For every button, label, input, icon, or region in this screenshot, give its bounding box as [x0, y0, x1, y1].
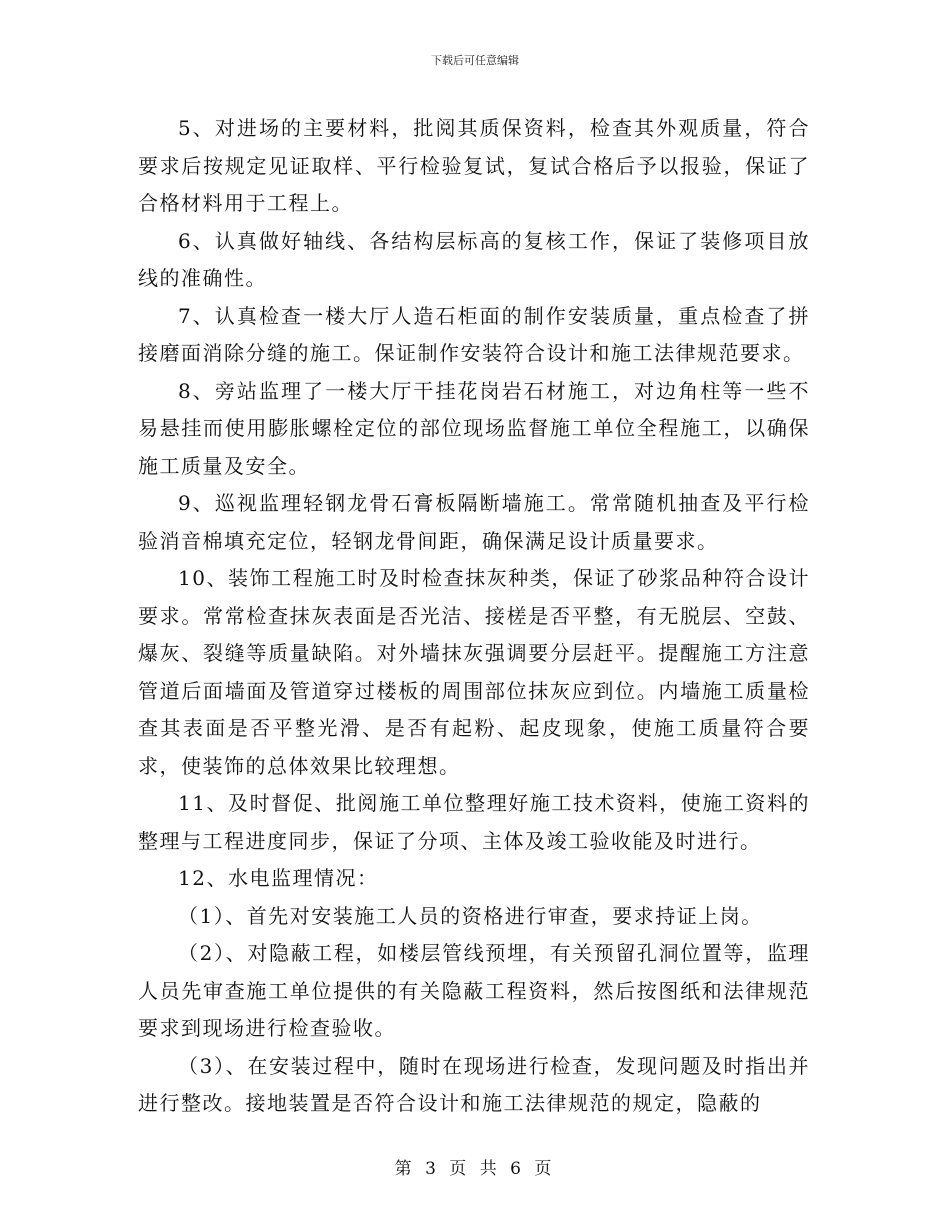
paragraph-item-12-heading: 12、水电监理情况： [178, 866, 379, 890]
paragraph-item-7: 7、认真检查一楼大厅人造石柜面的制作安装质量，重点检查了拼接磨面消除分缝的施工。保证制作安装符合设计和施工法律规范要求。 [138, 303, 810, 365]
paragraph-item-8: 8、旁站监理了一楼大厅干挂花岗岩石材施工，对边角柱等一些不易悬挂而使用膨胀螺栓定位的部位现场监督施工单位全程施工，以确保施工质量及安全。 [138, 378, 810, 478]
paragraph-subitem-3: （3）、在安装过程中，随时在现场进行检查，发现问题及时指出并进行整改。接地装置是否符合设计和施工法律规范的规定，隐蔽的 [138, 1053, 810, 1115]
page-number-footer: 第 3 页 共 6 页 [394, 1159, 556, 1179]
page-header: 下载后可任意编辑 [431, 54, 519, 67]
paragraph-subitem-2: （2）、对隐蔽工程，如楼层管线预埋，有关预留孔洞位置等，监理人员先审查施工单位提供的有关隐蔽工程资料，然后按图纸和法律规范要求到现场进行检查验收。 [138, 941, 810, 1040]
paragraph-item-11: 11、及时督促、批阅施工单位整理好施工技术资料，使施工资料的整理与工程进度同步，保证了分项、主体及竣工验收能及时进行。 [138, 791, 810, 853]
paragraph-subitem-1: （1）、首先对安装施工人员的资格进行审查，要求持证上岗。 [178, 903, 763, 928]
paragraph-item-5: 5、对进场的主要材料，批阅其质保资料，检查其外观质量，符合要求后按规定见证取样、平行检验复试，复试合格后予以报验，保证了合格材料用于工程上。 [138, 116, 810, 215]
paragraph-item-6: 6、认真做好轴线、各结构层标高的复核工作，保证了装修项目放线的准确性。 [138, 228, 810, 290]
paragraph-item-10: 10、装饰工程施工时及时检查抹灰种类，保证了砂浆品种符合设计要求。常常检查抹灰表面是否光洁、接槎是否平整，有无脱层、空鼓、爆灰、裂缝等质量缺陷。对外墙抹灰强调要分层赶平。提醒施工方注意管道后面墙面及管道穿过楼板的周围部位抹灰应到位。内墙施工质量检查其表面是否平整光滑、是否有起粉、起皮现象，使施工质量符合要求，使装饰的总体效果比较理想。 [138, 566, 810, 778]
document-body [138, 110, 810, 1123]
paragraph-item-9: 9、巡视监理轻钢龙骨石膏板隔断墙施工。常常随机抽查及平行检验消音棉填充定位，轻钢龙骨间距，确保满足设计质量要求。 [138, 491, 810, 553]
